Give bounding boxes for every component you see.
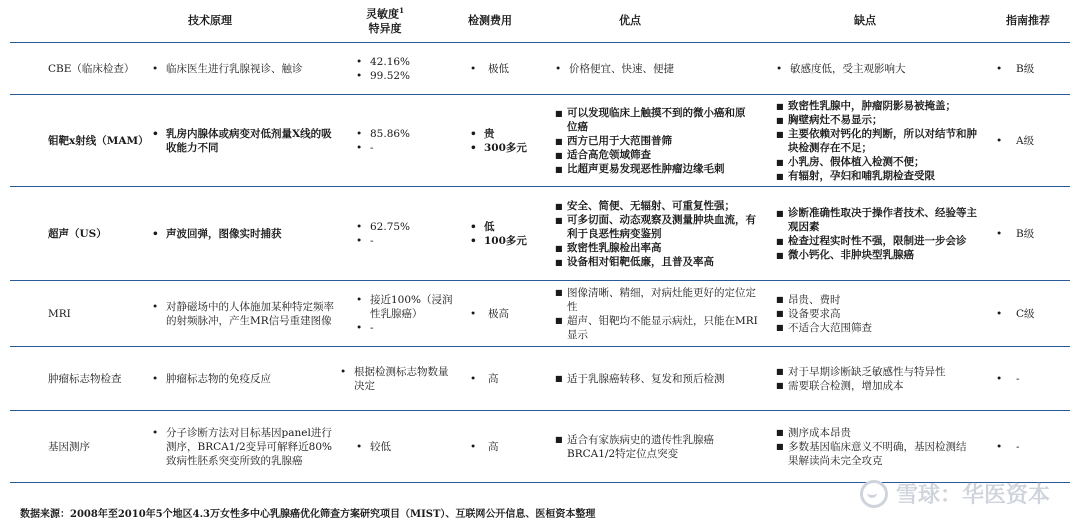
header-sensitivity-sup: 1 — [399, 6, 404, 15]
table-row — [0, 95, 1080, 186]
watermark-text: 雪球：华医资本 — [895, 483, 1050, 508]
row-name: MRI — [48, 307, 71, 320]
pros-cell: ■ 适合有家族病史的遗传性乳腺癌BRCA1/2特定位点突变 — [555, 433, 714, 460]
cons-cell: • 敏感度低，受主观影响大 — [776, 62, 906, 75]
principle-cell: • 分子诊断方法对目标基因panel进行测序，BRCA1/2变异可解释近80%致病性胚系突变所致的乳腺癌 — [152, 426, 332, 467]
sensitivity-cell: • 85.86% • - — [356, 127, 411, 154]
cost-cell: • 极低 — [470, 62, 509, 75]
guide-cell: • - — [996, 440, 1020, 453]
sensitivity-cell: • 根据检测标志物数量决定 — [340, 365, 449, 392]
guide-cell: • B级 — [996, 227, 1035, 240]
pros-cell: ■ 图像清晰、精细，对病灶能更好的定位定性 ■ 超声、钼靶均不能显示病灶，只能在MRI显示 — [555, 286, 758, 341]
row-name: 肿瘤标志物检查 — [48, 372, 122, 385]
header-pros: 优点 — [619, 14, 641, 27]
table-row — [0, 347, 1080, 410]
guide-cell: • A级 — [996, 134, 1035, 147]
cons-cell: ■ 对于早期诊断缺乏敏感性与特异性 ■ 需要联合检测，增加成本 — [776, 365, 946, 392]
principle-cell: • 乳房内腺体或病变对低剂量X线的吸收能力不同 — [152, 127, 332, 154]
watermark — [860, 478, 1050, 509]
cost-cell: • 极高 — [470, 307, 509, 320]
header-cons: 缺点 — [854, 14, 876, 27]
pros-cell: ■ 可以发现临床上触摸不到的微小癌和原位癌 ■ 西方已用于大范围普筛 ■ 适合高危领域筛查 ■ 比超声更易发现恶性肿瘤边缘毛刺 — [555, 106, 746, 175]
row-name: 基因测序 — [48, 440, 90, 453]
table-row — [0, 43, 1080, 94]
cost-cell: • 高 — [470, 372, 499, 385]
row-name: 钼靶x射线（MAM） — [48, 134, 149, 147]
snowball-logo-icon — [860, 480, 888, 508]
header-sensitivity: 灵敏度 — [366, 7, 400, 21]
cost-cell: • 高 — [470, 440, 499, 453]
principle-cell: • 声波回弹，图像实时捕获 — [152, 227, 282, 240]
pros-cell: ■ 适于乳腺癌转移、复发和预后检测 — [555, 372, 725, 385]
data-source-footnote: 数据来源：2008年至2010年5个地区4.3万女性多中心乳腺癌优化筛查方案研究项目（MIST）、互联网公开信息、医桓资本整理 — [20, 509, 596, 520]
pros-cell: • 价格便宜、快速、便捷 — [555, 62, 674, 75]
sensitivity-cell: • 62.75% • - — [356, 220, 411, 247]
sensitivity-cell: • 42.16% • 99.52% — [356, 55, 411, 82]
table-row — [0, 411, 1080, 482]
pros-cell: ■ 安全、简便、无辐射、可重复性强； ■ 可多切面、动态观察及测量肿块血流，有利于良恶性病变鉴别 ■ 致密性乳腺检出率高 ■ 设备相对钼靶低廉，且普及率高 — [555, 199, 756, 268]
guide-cell: • B级 — [996, 62, 1035, 75]
table-row — [0, 281, 1080, 346]
principle-cell: • 肿瘤标志物的免疫反应 — [152, 372, 271, 385]
principle-cell: • 对静磁场中的人体施加某种特定频率的射频脉冲，产生MR信号重建图像 — [152, 300, 334, 327]
sensitivity-cell: • 接近100%（浸润性乳腺癌） • - — [356, 293, 453, 334]
row-name: 超声（US） — [48, 227, 107, 240]
table-row — [0, 187, 1080, 280]
guide-cell: • C级 — [996, 307, 1035, 320]
principle-cell: • 临床医生进行乳腺视诊、触诊 — [152, 62, 303, 75]
cost-cell: • 贵 • 300多元 — [470, 127, 527, 154]
guide-cell: • - — [996, 372, 1020, 385]
sensitivity-cell: • 较低 — [356, 440, 391, 453]
cons-cell: ■ 测序成本昂贵 ■ 多数基因临床意义不明确，基因检测结果解读尚未完全攻克 — [776, 426, 967, 467]
header-guide: 指南推荐 — [1006, 14, 1050, 27]
row-name: CBE（临床检查） — [48, 62, 135, 75]
header-sensitivity-specificity — [350, 4, 420, 36]
cons-cell: ■ 致密性乳腺中，肿瘤阴影易被掩盖； ■ 胸壁病灶不易显示； ■ 主要依赖对钙化的判断，所以对结节和肿块检测存在不足； ■ 小乳房、假体植入检测不便； ■ 有辐射，孕妇和哺乳期检查受限 — [776, 99, 977, 182]
cost-cell: • 低 • 100多元 — [470, 220, 527, 247]
table-header — [0, 0, 1080, 42]
header-specificity: 特异度 — [368, 21, 402, 35]
header-cost: 检测费用 — [468, 14, 512, 27]
header-principle: 技术原理 — [188, 14, 232, 27]
cons-cell: ■ 昂贵、费时 ■ 设备要求高 ■ 不适合大范围筛查 — [776, 293, 872, 334]
cons-cell: ■ 诊断准确性取决于操作者技术、经验等主观因素 ■ 检查过程实时性不强，限制进一步会诊 ■ 微小钙化、非肿块型乳腺癌 — [776, 206, 977, 261]
